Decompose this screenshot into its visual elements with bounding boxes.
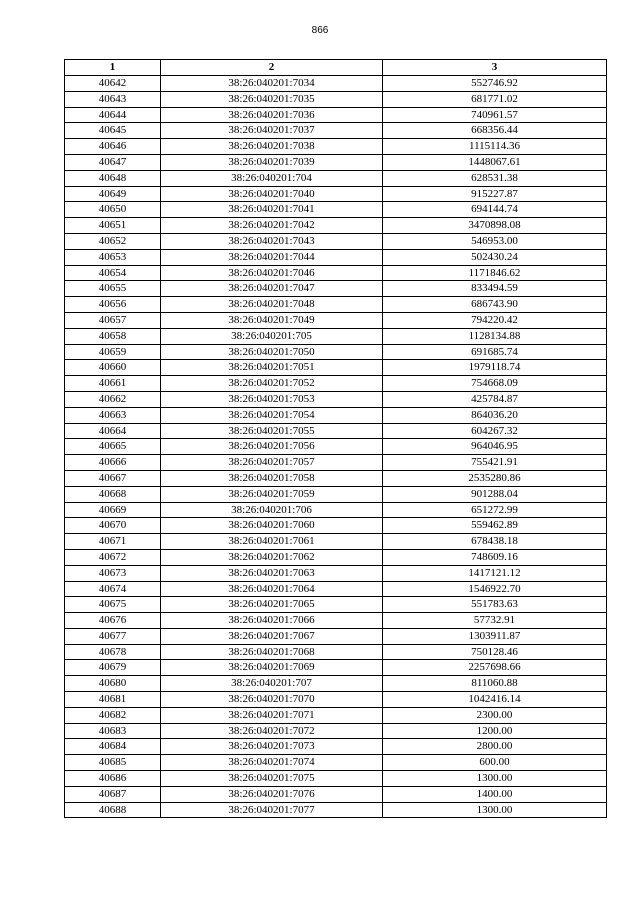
row-number-cell: 40643	[65, 91, 161, 107]
value-cell: 1128134.88	[383, 328, 607, 344]
value-cell: 864036.20	[383, 407, 607, 423]
value-cell: 600.00	[383, 755, 607, 771]
value-cell: 681771.02	[383, 91, 607, 107]
row-number-cell: 40670	[65, 518, 161, 534]
row-number-cell: 40680	[65, 676, 161, 692]
row-number-cell: 40677	[65, 628, 161, 644]
row-number-cell: 40666	[65, 455, 161, 471]
cadastral-number-cell: 38:26:040201:7037	[161, 123, 383, 139]
row-number-cell: 40688	[65, 802, 161, 818]
table-row	[65, 581, 607, 597]
cadastral-number-cell: 38:26:040201:7042	[161, 218, 383, 234]
cadastral-number-cell: 38:26:040201:7040	[161, 186, 383, 202]
row-number-cell: 40649	[65, 186, 161, 202]
value-cell: 750128.46	[383, 644, 607, 660]
table-row	[65, 139, 607, 155]
row-number-cell: 40671	[65, 534, 161, 550]
row-number-cell: 40679	[65, 660, 161, 676]
value-cell: 1300.00	[383, 802, 607, 818]
row-number-cell: 40676	[65, 613, 161, 629]
cadastral-number-cell: 38:26:040201:7036	[161, 107, 383, 123]
row-number-cell: 40651	[65, 218, 161, 234]
table-row	[65, 328, 607, 344]
cadastral-number-cell: 38:26:040201:705	[161, 328, 383, 344]
value-cell: 1200.00	[383, 723, 607, 739]
table-row	[65, 549, 607, 565]
value-cell: 1042416.14	[383, 692, 607, 708]
table-row	[65, 265, 607, 281]
table-row	[65, 755, 607, 771]
cadastral-number-cell: 38:26:040201:7066	[161, 613, 383, 629]
column-header-1: 1	[65, 60, 161, 76]
value-cell: 502430.24	[383, 249, 607, 265]
table-row	[65, 502, 607, 518]
table-row	[65, 786, 607, 802]
row-number-cell: 40654	[65, 265, 161, 281]
value-cell: 1546922.70	[383, 581, 607, 597]
table-row	[65, 660, 607, 676]
row-number-cell: 40662	[65, 391, 161, 407]
cadastral-number-cell: 38:26:040201:7054	[161, 407, 383, 423]
table-row	[65, 123, 607, 139]
row-number-cell: 40663	[65, 407, 161, 423]
cadastral-number-cell: 38:26:040201:7044	[161, 249, 383, 265]
table-row	[65, 518, 607, 534]
value-cell: 1417121.12	[383, 565, 607, 581]
table-row	[65, 249, 607, 265]
table-row	[65, 407, 607, 423]
value-cell: 1171846.62	[383, 265, 607, 281]
row-number-cell: 40644	[65, 107, 161, 123]
table-row	[65, 613, 607, 629]
row-number-cell: 40681	[65, 692, 161, 708]
row-number-cell: 40647	[65, 154, 161, 170]
value-cell: 1303911.87	[383, 628, 607, 644]
cadastral-number-cell: 38:26:040201:7038	[161, 139, 383, 155]
cadastral-number-cell: 38:26:040201:7058	[161, 470, 383, 486]
row-number-cell: 40672	[65, 549, 161, 565]
table-row	[65, 170, 607, 186]
row-number-cell: 40655	[65, 281, 161, 297]
value-cell: 668356.44	[383, 123, 607, 139]
table-row	[65, 597, 607, 613]
value-cell: 604267.32	[383, 423, 607, 439]
value-cell: 1300.00	[383, 771, 607, 787]
value-cell: 811060.88	[383, 676, 607, 692]
value-cell: 686743.90	[383, 297, 607, 313]
row-number-cell: 40653	[65, 249, 161, 265]
page-number: 866	[311, 25, 329, 36]
cadastral-number-cell: 38:26:040201:7069	[161, 660, 383, 676]
value-cell: 559462.89	[383, 518, 607, 534]
table-row	[65, 707, 607, 723]
row-number-cell: 40674	[65, 581, 161, 597]
table-row	[65, 455, 607, 471]
table-row	[65, 391, 607, 407]
cadastral-number-cell: 38:26:040201:706	[161, 502, 383, 518]
row-number-cell: 40657	[65, 312, 161, 328]
table-row	[65, 186, 607, 202]
row-number-cell: 40687	[65, 786, 161, 802]
row-number-cell: 40667	[65, 470, 161, 486]
table-row	[65, 739, 607, 755]
row-number-cell: 40683	[65, 723, 161, 739]
table-body	[65, 76, 607, 818]
data-table	[64, 59, 607, 818]
cadastral-number-cell: 38:26:040201:7053	[161, 391, 383, 407]
value-cell: 2300.00	[383, 707, 607, 723]
table-row	[65, 423, 607, 439]
value-cell: 915227.87	[383, 186, 607, 202]
value-cell: 546953.00	[383, 233, 607, 249]
row-number-cell: 40645	[65, 123, 161, 139]
value-cell: 3470898.08	[383, 218, 607, 234]
cadastral-number-cell: 38:26:040201:7075	[161, 771, 383, 787]
table-row	[65, 771, 607, 787]
row-number-cell: 40682	[65, 707, 161, 723]
value-cell: 748609.16	[383, 549, 607, 565]
value-cell: 1400.00	[383, 786, 607, 802]
cadastral-number-cell: 38:26:040201:7077	[161, 802, 383, 818]
value-cell: 2800.00	[383, 739, 607, 755]
value-cell: 551783.63	[383, 597, 607, 613]
table-row	[65, 297, 607, 313]
cadastral-number-cell: 38:26:040201:7070	[161, 692, 383, 708]
table-row	[65, 360, 607, 376]
table-row	[65, 676, 607, 692]
cadastral-number-cell: 38:26:040201:7063	[161, 565, 383, 581]
row-number-cell: 40652	[65, 233, 161, 249]
table-row	[65, 281, 607, 297]
value-cell: 691685.74	[383, 344, 607, 360]
row-number-cell: 40660	[65, 360, 161, 376]
row-number-cell: 40673	[65, 565, 161, 581]
row-number-cell: 40656	[65, 297, 161, 313]
value-cell: 833494.59	[383, 281, 607, 297]
cadastral-number-cell: 38:26:040201:7049	[161, 312, 383, 328]
value-cell: 651272.99	[383, 502, 607, 518]
cadastral-number-cell: 38:26:040201:7072	[161, 723, 383, 739]
table-row	[65, 218, 607, 234]
row-number-cell: 40685	[65, 755, 161, 771]
cadastral-number-cell: 38:26:040201:7051	[161, 360, 383, 376]
table-row	[65, 91, 607, 107]
value-cell: 694144.74	[383, 202, 607, 218]
table-row	[65, 565, 607, 581]
row-number-cell: 40659	[65, 344, 161, 360]
cadastral-number-cell: 38:26:040201:707	[161, 676, 383, 692]
cadastral-number-cell: 38:26:040201:7059	[161, 486, 383, 502]
cadastral-number-cell: 38:26:040201:7039	[161, 154, 383, 170]
column-header-2: 2	[161, 60, 383, 76]
cadastral-number-cell: 38:26:040201:7061	[161, 534, 383, 550]
cadastral-number-cell: 38:26:040201:7057	[161, 455, 383, 471]
table-header-row	[65, 60, 607, 76]
value-cell: 1448067.61	[383, 154, 607, 170]
table-row	[65, 802, 607, 818]
row-number-cell: 40664	[65, 423, 161, 439]
cadastral-number-cell: 38:26:040201:7064	[161, 581, 383, 597]
table-row	[65, 344, 607, 360]
row-number-cell: 40669	[65, 502, 161, 518]
cadastral-number-cell: 38:26:040201:7050	[161, 344, 383, 360]
row-number-cell: 40668	[65, 486, 161, 502]
cadastral-number-cell: 38:26:040201:7047	[161, 281, 383, 297]
value-cell: 57732.91	[383, 613, 607, 629]
cadastral-number-cell: 38:26:040201:7055	[161, 423, 383, 439]
row-number-cell: 40646	[65, 139, 161, 155]
value-cell: 901288.04	[383, 486, 607, 502]
row-number-cell: 40650	[65, 202, 161, 218]
table-row	[65, 534, 607, 550]
value-cell: 552746.92	[383, 76, 607, 92]
cadastral-number-cell: 38:26:040201:7074	[161, 755, 383, 771]
table-row	[65, 107, 607, 123]
cadastral-number-cell: 38:26:040201:7071	[161, 707, 383, 723]
value-cell: 740961.57	[383, 107, 607, 123]
cadastral-number-cell: 38:26:040201:7068	[161, 644, 383, 660]
cadastral-number-cell: 38:26:040201:7034	[161, 76, 383, 92]
table-row	[65, 202, 607, 218]
value-cell: 755421.91	[383, 455, 607, 471]
cadastral-number-cell: 38:26:040201:7076	[161, 786, 383, 802]
column-header-3: 3	[383, 60, 607, 76]
table-row	[65, 154, 607, 170]
row-number-cell: 40675	[65, 597, 161, 613]
cadastral-number-cell: 38:26:040201:7041	[161, 202, 383, 218]
table-row	[65, 76, 607, 92]
value-cell: 794220.42	[383, 312, 607, 328]
row-number-cell: 40642	[65, 76, 161, 92]
table-row	[65, 470, 607, 486]
table-row	[65, 439, 607, 455]
value-cell: 754668.09	[383, 376, 607, 392]
table-row	[65, 644, 607, 660]
cadastral-number-cell: 38:26:040201:7052	[161, 376, 383, 392]
cadastral-number-cell: 38:26:040201:7043	[161, 233, 383, 249]
cadastral-number-cell: 38:26:040201:704	[161, 170, 383, 186]
table-row	[65, 628, 607, 644]
cadastral-number-cell: 38:26:040201:7060	[161, 518, 383, 534]
value-cell: 2257698.66	[383, 660, 607, 676]
value-cell: 964046.95	[383, 439, 607, 455]
cadastral-number-cell: 38:26:040201:7073	[161, 739, 383, 755]
value-cell: 678438.18	[383, 534, 607, 550]
value-cell: 1115114.36	[383, 139, 607, 155]
cadastral-number-cell: 38:26:040201:7067	[161, 628, 383, 644]
value-cell: 425784.87	[383, 391, 607, 407]
value-cell: 1979118.74	[383, 360, 607, 376]
table-row	[65, 233, 607, 249]
table-row	[65, 692, 607, 708]
row-number-cell: 40684	[65, 739, 161, 755]
row-number-cell: 40678	[65, 644, 161, 660]
table-row	[65, 376, 607, 392]
row-number-cell: 40661	[65, 376, 161, 392]
cadastral-number-cell: 38:26:040201:7046	[161, 265, 383, 281]
value-cell: 2535280.86	[383, 470, 607, 486]
table-row	[65, 486, 607, 502]
cadastral-number-cell: 38:26:040201:7048	[161, 297, 383, 313]
value-cell: 628531.38	[383, 170, 607, 186]
cadastral-number-cell: 38:26:040201:7056	[161, 439, 383, 455]
cadastral-number-cell: 38:26:040201:7035	[161, 91, 383, 107]
row-number-cell: 40658	[65, 328, 161, 344]
row-number-cell: 40686	[65, 771, 161, 787]
table-row	[65, 723, 607, 739]
row-number-cell: 40648	[65, 170, 161, 186]
table-row	[65, 312, 607, 328]
row-number-cell: 40665	[65, 439, 161, 455]
cadastral-number-cell: 38:26:040201:7065	[161, 597, 383, 613]
cadastral-number-cell: 38:26:040201:7062	[161, 549, 383, 565]
table-header	[65, 60, 607, 76]
